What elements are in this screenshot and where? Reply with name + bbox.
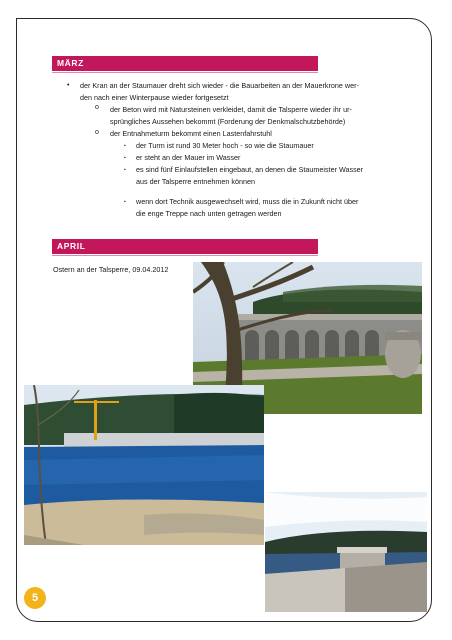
list-item [136, 152, 416, 164]
list-item-text-cont: die enge Treppe nach unten getragen werden [136, 208, 282, 218]
square-marker: ▪ [124, 199, 126, 205]
list-item [80, 80, 410, 103]
circle-marker: o [95, 129, 99, 136]
list-item-text-cont: aus der Talsperre entnehmen können [136, 176, 255, 186]
section-heading-maerz: MÄRZ [52, 56, 318, 71]
section-heading-april: APRIL [52, 239, 318, 254]
page-number-badge: 5 [24, 587, 46, 609]
list-item [110, 128, 410, 140]
list-item-text: der Beton wird mit Natursteinen verkleidet, damit die Talsperre wieder ihr ur- [110, 105, 352, 114]
list-item-text: der Kran an der Staumauer dreht sich wieder - die Bauarbeiten an der Mauerkrone wer- [80, 81, 359, 90]
circle-marker: o [95, 104, 99, 111]
bullet-marker: • [67, 82, 70, 89]
list-item-text-cont: sprüngliches Aussehen bekommt (Forderung der Denkmalschutzbehörde) [110, 116, 346, 126]
list-item [110, 104, 410, 127]
square-marker: ▪ [124, 143, 126, 149]
square-marker: ▪ [124, 155, 126, 161]
list-item-text: der Entnahmeturm bekommt einen Lastenfahrstuhl [110, 129, 272, 138]
list-item-text: der Turm ist rund 30 Meter hoch - so wie die Staumauer [136, 141, 314, 150]
list-item [136, 140, 416, 152]
photo-lake-crane [24, 385, 264, 545]
photo-caption: Ostern an der Talsperre, 09.04.2012 [53, 265, 169, 274]
list-item-text: er steht an der Mauer im Wasser [136, 153, 241, 162]
list-item-text: wenn dort Technik ausgewechselt wird, muss die in Zukunft nicht über [136, 197, 359, 206]
list-item-text-cont: den nach einer Winterpause wieder fortgesetzt [80, 92, 229, 102]
square-marker: ▪ [124, 167, 126, 173]
list-item [136, 196, 416, 219]
list-item [136, 164, 416, 187]
list-item-text: es sind fünf Einlaufstellen eingebaut, an denen die Staumeister Wasser [136, 165, 364, 174]
photo-tower-lake [265, 492, 427, 612]
